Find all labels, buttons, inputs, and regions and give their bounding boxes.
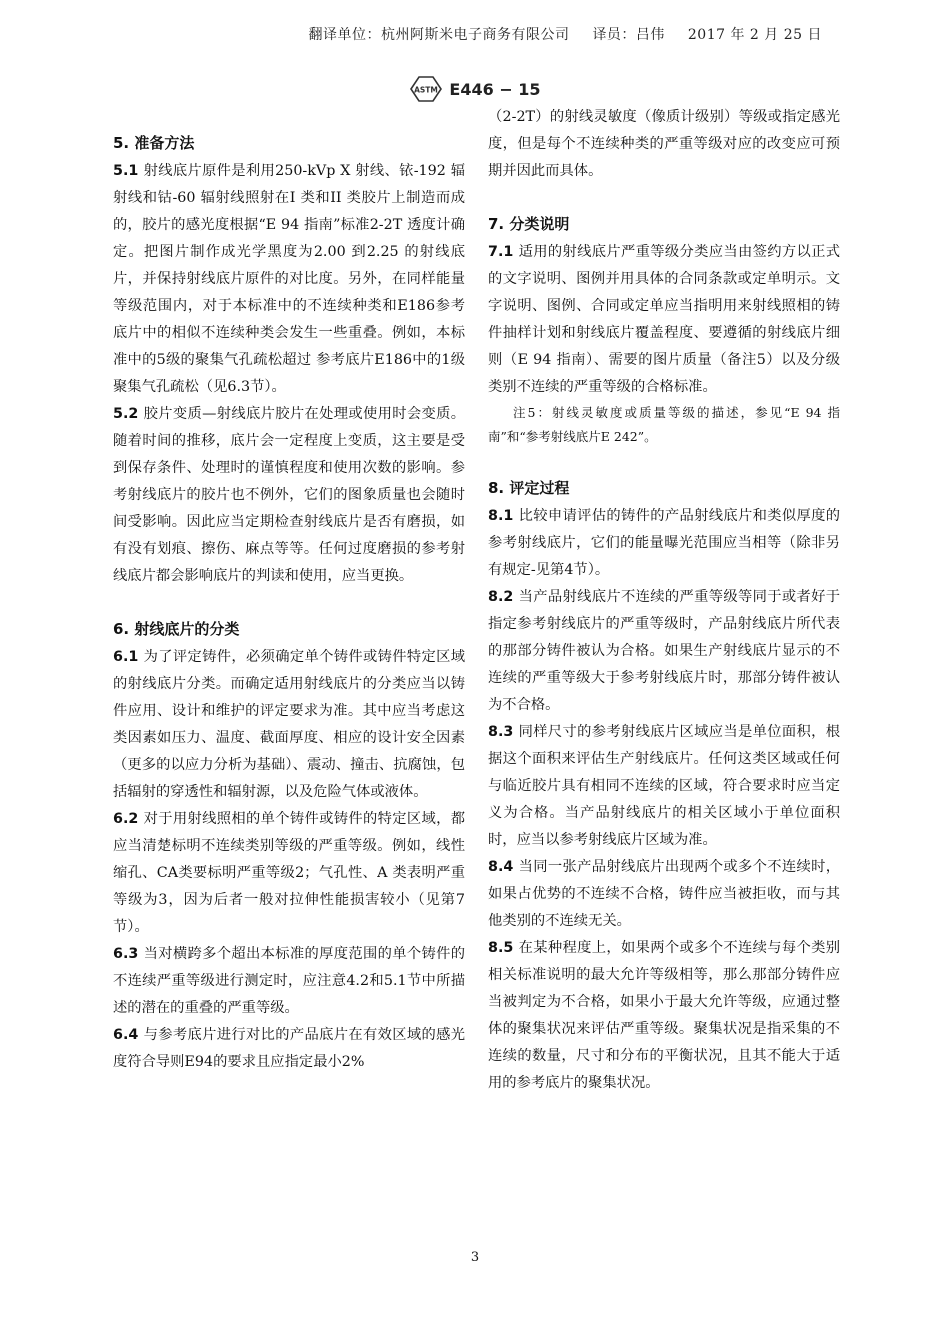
svg-text:ASTM: ASTM bbox=[414, 85, 439, 95]
para-5-1 bbox=[113, 158, 465, 401]
right-column bbox=[488, 104, 840, 1097]
section-6-heading: 6. 射线底片的分类 bbox=[113, 620, 240, 638]
para-6-4 bbox=[113, 1022, 465, 1076]
para-6-1 bbox=[113, 644, 465, 806]
para-text: 适用的射线底片严重等级分类应当由签约方以正式的文字说明、图例并用具体的合同条款或定单明示。文字说明、图例、合同或定单应当指明用来射线照相的铸件抽样计划和射线底片覆盖程度、要遵循的射线底片细则（E 94 指南）、需要的图片质量（备注5）以及分级类别不连续的严重等级的合格标准。 bbox=[488, 244, 840, 395]
para-8-2 bbox=[488, 584, 840, 719]
para-number: 8.4 bbox=[488, 859, 514, 875]
para-number: 6.2 bbox=[113, 811, 139, 827]
para-text: 在某种程度上，如果两个或多个不连续与每个类别相关标准说明的最大允许等级相等，那么那部分铸件应当被判定为不合格，如果小于最大允许等级，应通过整体的聚集状况来评估严重等级。聚集状况是指采集的不连续的数量，尺寸和分布的平衡状况，且其不能大于适用的参考底片的聚集状况。 bbox=[488, 940, 840, 1091]
para-6-2 bbox=[113, 806, 465, 941]
standard-logo-row bbox=[0, 74, 950, 104]
para-7-1 bbox=[488, 239, 840, 401]
para-6-3 bbox=[113, 941, 465, 1022]
section-5-heading: 5. 准备方法 bbox=[113, 134, 195, 152]
standard-code: E446 − 15 bbox=[449, 79, 541, 99]
translation-unit: 翻译单位：杭州阿斯米电子商务有限公司 bbox=[308, 27, 570, 43]
para-8-3 bbox=[488, 719, 840, 854]
para-text: 胶片变质—射线底片胶片在处理或使用时会变质。随着时间的推移，底片会一定程度上变质，这主要是受到保存条件、处理时的谨慎程度和使用次数的影响。参考射线底片的胶片也不例外，它们的图象质量也会随时间受影响。因此应当定期检查射线底片是否有磨损，如有没有划痕、擦伤、麻点等等。任何过度磨损的参考射线底片都会影响底片的判读和使用，应当更换。 bbox=[113, 406, 465, 584]
translator: 译员：吕伟 bbox=[592, 27, 665, 43]
page-header bbox=[308, 24, 822, 44]
para-text: 射线底片原件是利用250-kVp X 射线、铱-192 辐射线和钴-60 辐射线照射在I 类和II 类胶片上制造而成的，胶片的感光度根据“E 94 指南”标准2-2T 透度计确定。把图片制作成光学黑度为2.00 到2.25 的射线底片，并保持射线底片原件的对比度。另外，在同样能量等级范围内，对于本标准中的不连续种类和E186参考底片中的相似不连续种类会发生一些重叠。例如，本标准中的5级的聚集气孔疏松超过 参考底片E186中的1级聚集气孔疏松（见6.3节）。 bbox=[113, 163, 465, 395]
para-8-1 bbox=[488, 503, 840, 584]
para-6-4-continued: （2-2T）的射线灵敏度（像质计级别）等级或指定感光度，但是每个不连续种类的严重等级对应的改变应可预期并因此而具体。 bbox=[488, 109, 840, 179]
para-text: 对于用射线照相的单个铸件或铸件的特定区域，都应当清楚标明不连续类别等级的严重等级。例如，线性缩孔、CA类要标明严重等级2；气孔性、A 类表明严重等级为3，因为后者一般对拉伸性能损害较小（见第7节）。 bbox=[113, 811, 465, 935]
para-number: 6.1 bbox=[113, 649, 139, 665]
para-text: 当对横跨多个超出本标准的厚度范围的单个铸件的不连续严重等级进行测定时，应注意4.2和5.1节中所描述的潜在的重叠的严重等级。 bbox=[113, 946, 465, 1016]
para-number: 8.5 bbox=[488, 940, 514, 956]
para-5-2 bbox=[113, 401, 465, 590]
para-text: 当同一张产品射线底片出现两个或多个不连续时，如果占优势的不连续不合格，铸件应当被拒收，而与其他类别的不连续无关。 bbox=[488, 859, 840, 929]
astm-logo-icon bbox=[409, 74, 443, 104]
section-7-heading: 7. 分类说明 bbox=[488, 215, 570, 233]
para-number: 8.3 bbox=[488, 724, 514, 740]
para-text: 当产品射线底片不连续的严重等级等同于或者好于指定参考射线底片的严重等级时，产品射线底片所代表的那部分铸件被认为合格。如果生产射线底片显示的不连续的严重等级大于参考射线底片时，那部分铸件被认为不合格。 bbox=[488, 589, 840, 713]
section-8-heading: 8. 评定过程 bbox=[488, 479, 570, 497]
para-8-5 bbox=[488, 935, 840, 1097]
para-number: 7.1 bbox=[488, 244, 514, 260]
para-number: 6.3 bbox=[113, 946, 139, 962]
para-8-4 bbox=[488, 854, 840, 935]
page-number: 3 bbox=[470, 1250, 480, 1265]
para-text: 为了评定铸件，必须确定单个铸件或铸件特定区域的射线底片分类。而确定适用射线底片的分类应当以铸件应用、设计和维护的评定要求为准。其中应当考虑这类因素如压力、温度、截面厚度、相应的设计安全因素（更多的以应力分析为基础）、震动、撞击、抗腐蚀，包括辐射的穿透性和辐射源，以及危险气体或液体。 bbox=[113, 649, 465, 800]
para-number: 5.1 bbox=[113, 163, 139, 179]
para-text: 比较申请评估的铸件的产品射线底片和类似厚度的参考射线底片，它们的能量曝光范围应当相等（除非另有规定-见第4节）。 bbox=[488, 508, 840, 578]
para-text: 同样尺寸的参考射线底片区域应当是单位面积，根据这个面积来评估生产射线底片。任何这类区域或任何与临近胶片具有相同不连续的区域，符合要求时应当定义为合格。当产品射线底片的相关区域小于单位面积时，应当以参考射线底片区域为准。 bbox=[488, 724, 840, 848]
note-5: 注5：射线灵敏度或质量等级的描述，参见“E 94 指南”和“参考射线底片E 242”。 bbox=[488, 405, 840, 444]
left-column bbox=[113, 128, 465, 1076]
para-number: 5.2 bbox=[113, 406, 139, 422]
para-number: 6.4 bbox=[113, 1027, 139, 1043]
header-date: 2017 年 2 月 25 日 bbox=[687, 27, 822, 43]
para-number: 8.2 bbox=[488, 589, 514, 605]
para-text: 与参考底片进行对比的产品底片在有效区域的感光度符合导则E94的要求且应指定最小2% bbox=[113, 1027, 465, 1070]
para-number: 8.1 bbox=[488, 508, 514, 524]
